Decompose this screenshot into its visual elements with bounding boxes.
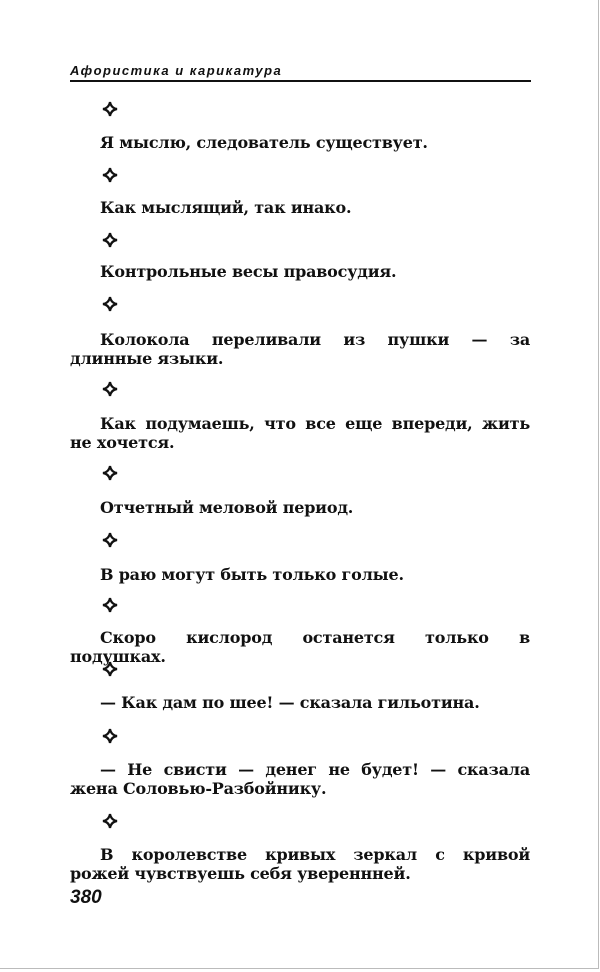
aphorism-text: Скоро кислород останется только в подушках.: [70, 628, 530, 666]
four-point-star-icon: [102, 381, 118, 397]
aphorism-text: — Как дам по шее! — сказала гильотина.: [100, 693, 480, 712]
four-point-star-icon: [102, 728, 118, 744]
four-point-star-icon: [102, 232, 118, 248]
aphorism-text: В раю могут быть только голые.: [100, 565, 404, 584]
four-point-star-icon: [102, 167, 118, 183]
four-point-star-icon: [102, 101, 118, 117]
running-header: Афористика и карикатура: [70, 63, 283, 78]
four-point-star-icon: [102, 296, 118, 312]
four-point-star-icon: [102, 597, 118, 613]
aphorism-text: Контрольные весы правосудия.: [100, 262, 397, 281]
four-point-star-icon: [102, 465, 118, 481]
aphorism-text: В королевстве кривых зеркал с кривой рожей чувствуешь себя увереннней.: [70, 845, 530, 883]
aphorism-text: Колокола переливали из пушки — за длинные языки.: [70, 330, 530, 368]
header-rule: [70, 80, 531, 82]
aphorism-text: Я мыслю, следователь существует.: [100, 133, 428, 152]
aphorism-text: Отчетный меловой период.: [100, 498, 354, 517]
aphorism-text: Как подумаешь, что все еще впереди, жить не хочется.: [70, 414, 530, 452]
four-point-star-icon: [102, 813, 118, 829]
aphorism-text: — Не свисти — денег не будет! — сказала жена Соловью-Разбойнику.: [70, 760, 530, 798]
four-point-star-icon: [102, 661, 118, 677]
page-number: 380: [70, 887, 102, 908]
aphorism-text: Как мыслящий, так инако.: [100, 198, 352, 217]
four-point-star-icon: [102, 532, 118, 548]
